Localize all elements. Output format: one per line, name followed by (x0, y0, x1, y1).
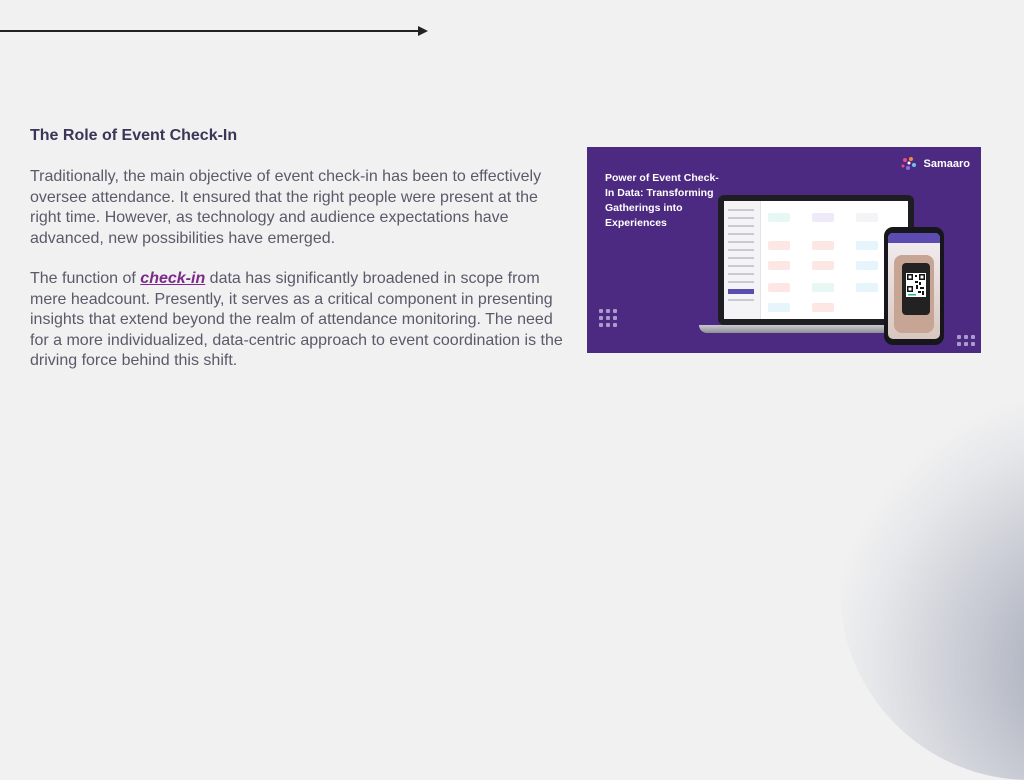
brand-name: Samaaro (923, 158, 970, 170)
decorative-dots-right (957, 335, 975, 346)
paragraph-2 (30, 269, 570, 372)
brand-logo-group (899, 154, 970, 174)
slide-heading: The Role of Event Check-In (30, 127, 238, 144)
promo-title: Power of Event Check-In Data: Transforming Gatherings into Experiences (605, 172, 719, 229)
phone-mockup (884, 227, 944, 345)
paragraph-2-text-end: data has significantly broadened in scope from mere headcount. Presently, it serves as a critical component in presenting insights that extend beyond the realm of attendance monitoring. The need for a more individualized, data-centric approach to event coordination is the driving force behind this shift. (30, 270, 563, 370)
decorative-corner-gradient (840, 400, 1024, 780)
check-in-link[interactable]: check-in (140, 270, 206, 287)
samaaro-logo-icon (899, 154, 919, 174)
paragraph-1: Traditionally, the main objective of event check-in has been to effectively oversee attendance. It ensured that the right people were present at the right time. However, as technology and audience expectations have advanced, new possibilities have emerged. (30, 168, 542, 247)
decorative-dots-left (599, 309, 617, 327)
promo-image (587, 147, 981, 353)
decorative-arrow-line (0, 30, 420, 32)
laptop-screen (724, 201, 908, 319)
paragraph-2-text-start: The function of (30, 270, 141, 287)
arrow-head-icon (418, 26, 428, 36)
phone-screen (888, 233, 940, 339)
dashboard-sidebar (724, 201, 761, 319)
qr-code-icon (906, 273, 926, 297)
